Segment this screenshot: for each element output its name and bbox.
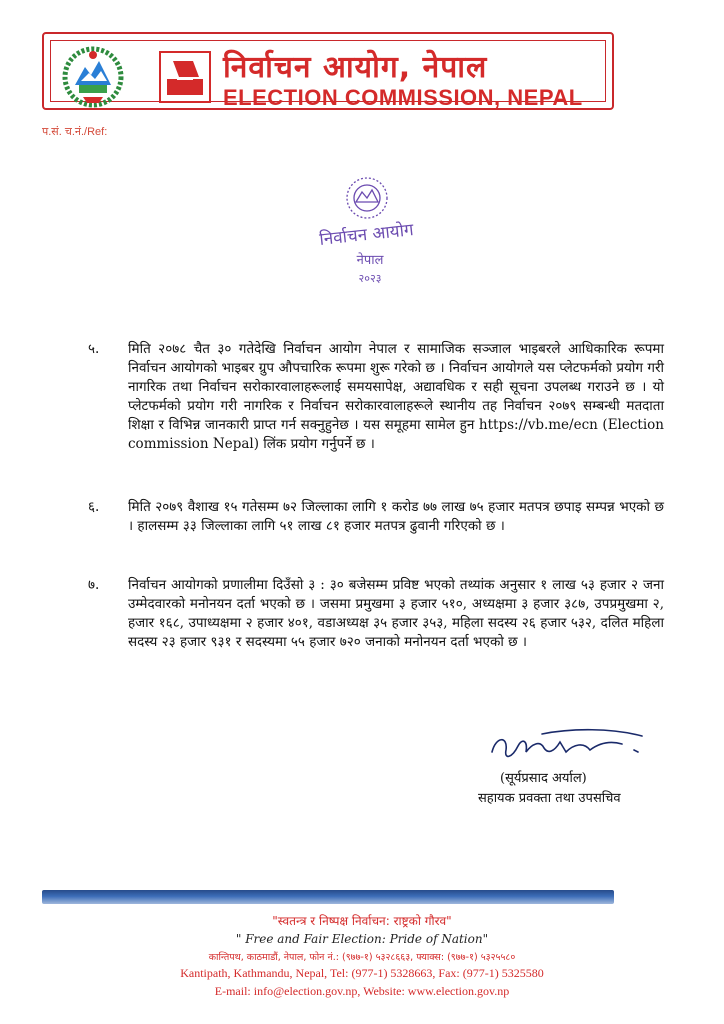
footer-contact: E-mail: info@election.gov.np, Website: www.election.gov.np <box>214 984 510 998</box>
notice-item-number: ५. <box>88 341 100 357</box>
handwritten-signature <box>482 722 652 772</box>
footer-address-english: Kantipath, Kathmandu, Nepal, Tel: (977-1) 5328663, Fax: (977-1) 5325580 <box>180 966 544 980</box>
footer-address-nepali: कान्तिपथ, काठमाडौं, नेपाल, फोन नं.: (९७७-१) ५३२८६६३, फ्याक्स: (९७७-१) ५३२५५८० <box>208 952 516 963</box>
election-commission-logo-icon <box>159 51 211 103</box>
notice-item-text: मिति २०७९ वैशाख १५ गतेसम्म ७२ जिल्लाका लागि १ करोड ७७ लाख ७५ हजार मतपत्र छपाइ सम्पन्न भएको छ । हालसम्म ३३ जिल्लाका लागि ५१ लाख ८१ हजार मतपत्र ढुवानी गरिएको छ । <box>128 499 664 534</box>
letterhead-inner-border <box>50 40 606 110</box>
notice-item-7 <box>88 576 664 652</box>
notice-item-number: ६. <box>88 499 100 515</box>
stamp-text-line1: निर्वाचन आयोग <box>318 220 415 250</box>
footer-divider-bar <box>42 890 614 904</box>
stamp-text-line2: नेपाल <box>356 253 384 268</box>
signatory-title: सहायक प्रवक्ता तथा उपसचिव <box>478 791 621 806</box>
reference-number-label: प.सं. च.नं./Ref: <box>42 126 108 138</box>
letterhead <box>42 32 614 110</box>
notice-item-6 <box>88 498 664 536</box>
notice-item-number: ७. <box>88 577 100 593</box>
notice-item-text: निर्वाचन आयोगको प्रणालीमा दिउँसो ३ : ३० बजेसम्म प्रविष्ट भएको तथ्यांक अनुसार १ लाख ५३ हजार २ जना उम्मेदवारको मनोनयन दर्ता भएको छ । जसमा प्रमुखमा ३ हजार ५१०, अध्यक्षमा ३ हजार ३८७, उपप्रमुखमा २, हजार १६८, उपाध्यक्षमा २ हजार ४०१, वडाअध्यक्ष ३५ हजार ३५३, महिला सदस्य २६ हजार ५३२, दलित महिला सदस्य २३ हजार ९३१ र सदस्यमा ५५ हजार ७२० जनाको मनोनयन दर्ता भएको छ । <box>128 577 664 650</box>
letterhead-title-nepali: निर्वाचन आयोग, नेपाल <box>223 50 488 85</box>
notice-item-5 <box>88 340 664 454</box>
nepal-emblem-icon <box>61 45 125 109</box>
footer-motto-english: " Free and Fair Election: Pride of Nation" <box>235 932 489 946</box>
signatory-name: (सूर्यप्रसाद अर्याल) <box>500 771 587 786</box>
footer-motto-nepali: "स्वतन्त्र र निष्पक्ष निर्वाचन: राष्ट्रको गौरव" <box>272 914 452 928</box>
official-stamp <box>312 170 422 294</box>
stamp-text-line3: २०२३ <box>358 272 382 285</box>
letterhead-title-english: ELECTION COMMISSION, NEPAL <box>223 85 583 110</box>
notice-item-text: मिति २०७८ चैत ३० गतेदेखि निर्वाचन आयोग नेपाल र सामाजिक सञ्जाल भाइबरले आधिकारिक रूपमा निर्वाचन आयोगको भाइबर ग्रुप औपचारिक रूपमा शुरू गरेको छ । निर्वाचन आयोगले यस प्लेटफर्मको प्रयोग गरी नागरिक तथा निर्वाचन सरोकारवालाहरूलाई समयसापेक्ष, अद्यावधिक र सही सूचना उपलब्ध गराउने छ । यो प्लेटफर्मको प्रयोग गरी नागरिक र निर्वाचन सरोकारवालाहरूले स्थानीय तह निर्वाचन २०७९ सम्बन्धी मतदाता शिक्षा र विभिन्न जानकारी प्राप्त गर्न सक्नुहुनेछ । यस समूहमा सामेल हुन https://vb.me/ecn (Election commission Nepal) लिंक प्रयोग गर्नुपर्ने छ । <box>128 341 664 452</box>
